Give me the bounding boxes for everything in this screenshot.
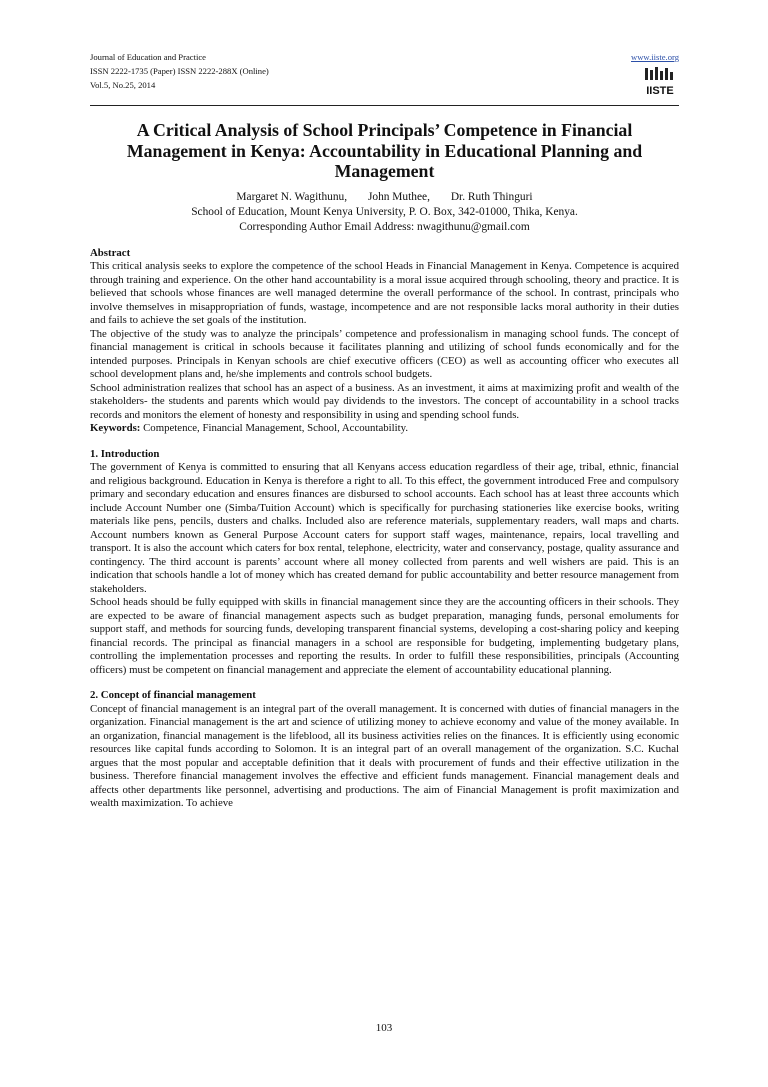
- author-name: John Muthee,: [367, 190, 430, 203]
- keywords-line: [90, 422, 679, 436]
- abstract-heading: Abstract: [90, 246, 131, 259]
- journal-url-link[interactable]: www.iiste.org: [631, 52, 679, 62]
- author-affiliation: School of Education, Mount Kenya University, P. O. Box, 342-01000, Thika, Kenya.: [191, 205, 578, 218]
- iiste-logo-icon: [643, 66, 677, 100]
- abstract-paragraph: School administration realizes that school has an aspect of a business. As an investment, it aims at maximizing profit and wealth of the stakeholders- the students and parents which would pay dividends to the investors. The concept of accountability in a school tracks records and monitors the element of honesty and responsibility in using and spending school funds.: [90, 381, 679, 421]
- body-paragraph: School heads should be fully equipped with skills in financial management since they are the accounting officers in their schools. They are expected to be aware of financial management aspects such as budget preparation, managing funds, personal emoluments for support staff, and methods for sourcing funds, developing transparent financial systems, developing a cost-sharing policy and keeping financial records. The principal as financial managers in a school are responsible for budgeting, implementing budgetary plans, controlling the implementation processes and reporting the results. In order to fulfill these responsibilities, principals (Accounting officers) must be competent on financial management and appreciate the element of accountability educational planning.: [90, 596, 679, 676]
- page-number: 103: [375, 1022, 393, 1034]
- volume-line: Vol.5, No.25, 2014: [90, 80, 156, 90]
- keywords-label: Keywords:: [90, 422, 141, 434]
- keywords-text: Competence, Financial Management, School, Accountability.: [140, 422, 409, 434]
- body-paragraph: Concept of financial management is an integral part of the overall management. It is concerned with duties of financial managers in the organization. Financial management is the art and science of utilizing money to achieve economy and value of the money available. In an organization, financial management is the lifeblood, all its business activities relies on the finances. It is efficiently using economic resources like capital funds according to Solomon. It is an integral part of an overall management of the organization. S.C. Kuchal argues that the most popular and acceptable definition that it deals with procurement of funds and their effective utilization in the business. Therefore financial management involves the effective and efficient funds management. Financial management deals and affects other departments like personnel, advertising and productions. The aim of Financial Management is profit maximization and wealth maximization. To achieve: [90, 702, 679, 809]
- financial-management-heading: 2. Concept of financial management: [90, 689, 256, 701]
- financial-management-section: [90, 689, 679, 811]
- issn-line: ISSN 2222-1735 (Paper) ISSN 2222-288X (Online): [90, 66, 269, 76]
- paper-title: A Critical Analysis of School Principals’ Competence in Financial Management in Kenya: Accountability in Educational Planning and Management: [126, 120, 643, 181]
- header-rule: [90, 105, 679, 106]
- logo-text: IISTE: [646, 85, 674, 97]
- journal-header: [90, 50, 679, 104]
- introduction-heading: 1. Introduction: [90, 447, 160, 460]
- author-email: Corresponding Author Email Address: nwagithunu@gmail.com: [239, 220, 530, 233]
- abstract-paragraph: The objective of the study was to analyze the principals’ competence and professionalism in managing school funds. The concept of financial management is critical in schools because it facilitates planning and utilizing of school funds economically and for the intended purposes. Principals in Kenyan schools are chief executive officers (CEO) as well as accounting officer who executes all school development plans and, he/she implements and controls school budgets.: [90, 327, 679, 380]
- journal-name: Journal of Education and Practice: [90, 52, 206, 62]
- introduction-section: [90, 448, 679, 678]
- abstract-section: [90, 247, 679, 436]
- author-name: Margaret N. Wagithunu,: [236, 190, 348, 203]
- author-names: [90, 190, 679, 205]
- author-block: [90, 190, 679, 235]
- body-paragraph: The government of Kenya is committed to ensuring that all Kenyans access education regardless of their age, tribal, ethnic, financial and religious background. Education in Kenya is therefore a right to all. To this effect, the government introduced Free and compulsory primary and secondary education and ensures finances are disbursed to school accounts. Each school has at least three accounts which include Account Number one (Simba/Tuition Account) which is specifically for purchasing stationeries like exercise books, writing materials like pens, pencils, dusters and chalks. Included also are reference materials, supplementary readers, wall maps and charts. Account numbers known as General Purpose Account caters for support staff wages, maintenance, repairs, local travelling and transport. It is also the account which caters for box rental, telephone, electricity, water and conservancy, postage, quality assurance and contingency. The third account is parents’ account where all money collected from parents and well wishers are paid. This is an indication that schools handle a lot of money which has created demand for public accountability and better resource management from stakeholders.: [90, 461, 679, 595]
- author-name: Dr. Ruth Thinguri: [450, 190, 533, 203]
- paper-page: [90, 50, 679, 811]
- abstract-paragraph: This critical analysis seeks to explore the competence of the school Heads in Financial Management in Kenya. Competence is acquired through training and experience. On the other hand accountability is a moral issue acquired through schooling, theory and practice. It is believed that schools whose finances are well managed determine the overall performance of the school. In contrast, principals who involve themselves in misappropriation of funds, wastage, incompetence and are not responsible lacks moral authority in their duties and fails to achieve the set goals of the institution.: [90, 260, 679, 326]
